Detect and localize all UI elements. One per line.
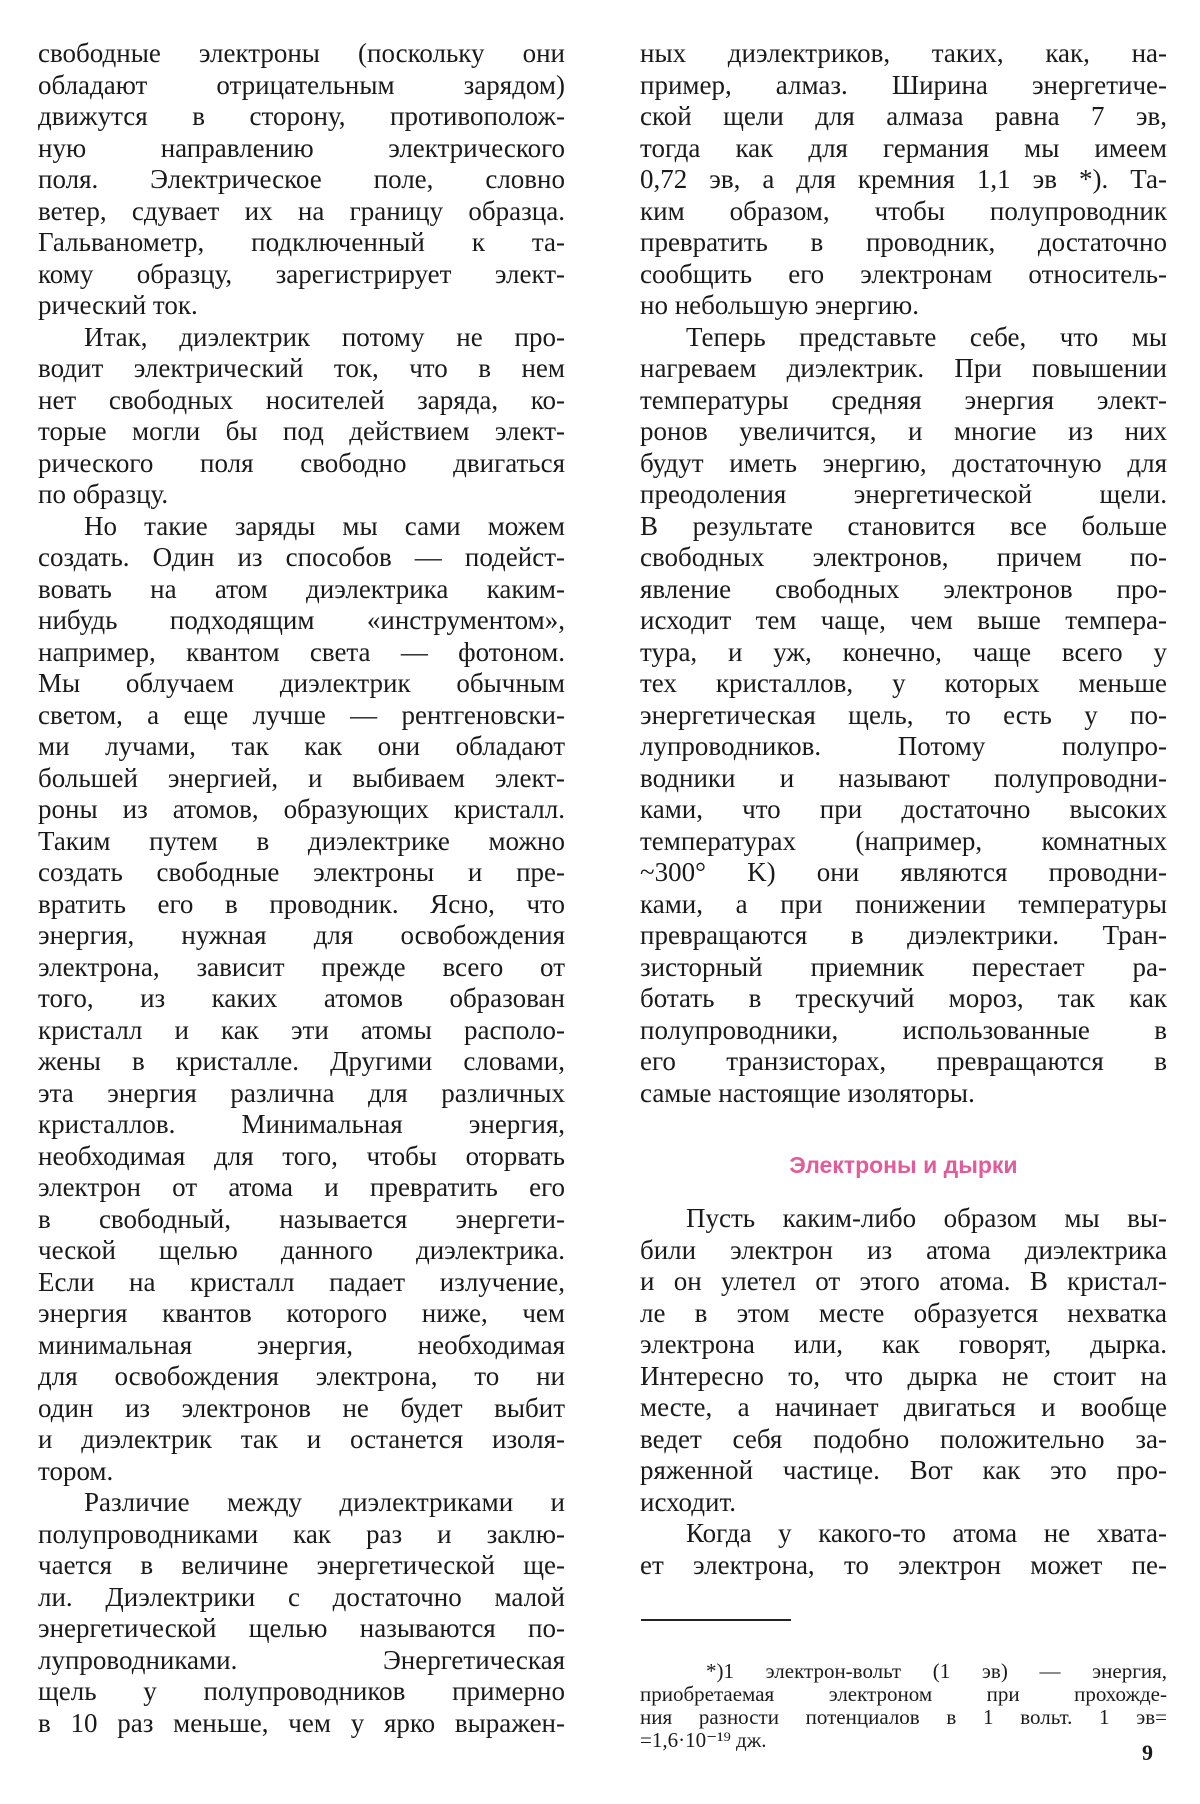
text-line: по образцу. (38, 479, 169, 509)
text-line: полупроводниками как раз и заклю- (38, 1518, 565, 1549)
text-line: большей энергией, и выбиваем элект- (38, 762, 565, 793)
text-line: тором. (38, 1455, 114, 1486)
text-line: создать. Один из способов — подейст- (38, 542, 565, 572)
text-line: того, из каких атомов образован (38, 983, 565, 1013)
text-line: вратить его в проводник. Ясно, что (38, 888, 565, 919)
text-line: превратить в проводник, достаточно (640, 227, 1167, 257)
text-line: зисторный приемник перестает ра- (640, 951, 1167, 982)
text-line: преодоления энергетической щели. (640, 479, 1167, 509)
text-line: водит электрический ток, что в нем (38, 353, 565, 383)
text-line: ской щели для алмаза равна 7 эв, (640, 101, 1167, 131)
text-line: для освобождения электрона, то ни (38, 1361, 565, 1391)
footnote (640, 1660, 1167, 1752)
text-line: рического поля свободно двигаться (38, 447, 565, 478)
text-line: энергия, нужная для освобождения (38, 920, 565, 950)
text-line: свободных электронов, причем по- (640, 542, 1167, 572)
text-line: ли. Диэлектрики с достаточно малой (38, 1581, 565, 1612)
text-line: лупроводниками. Энергетическая (38, 1644, 565, 1675)
text-line: ронов увеличится, и многие из них (640, 416, 1167, 446)
text-line: эта энергия различна для различных (38, 1077, 565, 1108)
text-line: ветер, сдувает их на границу образца. (38, 195, 565, 226)
text-line: температуры средняя энергия элект- (640, 384, 1167, 415)
text-line: в свободный, называется энергети- (38, 1203, 565, 1234)
footnote-line: =1,6·10⁻¹⁹ дж. (640, 1728, 767, 1752)
text-line: электрона или, как говорят, дырка. (640, 1329, 1167, 1359)
paragraph (38, 511, 565, 1488)
text-line: Пусть каким-либо образом мы вы- (686, 1203, 1167, 1233)
text-line: создать свободные электроны и пре- (38, 857, 565, 887)
text-line: лупроводников. Потому полупро- (640, 731, 1167, 761)
text-line: ботать в трескучий мороз, так как (640, 983, 1167, 1013)
text-line: тура, и уж, конечно, чаще всего у (640, 636, 1167, 667)
paragraph (640, 1518, 1167, 1581)
text-line: месте, а начинает двигаться и вообще (640, 1392, 1167, 1422)
text-line: электрон от атома и превратить его (38, 1172, 565, 1202)
text-line: исходит. (640, 1486, 736, 1517)
text-line: один из электронов не будет выбит (38, 1392, 565, 1423)
text-line: обладают отрицательным зарядом) (38, 69, 565, 100)
text-line: необходимая для того, чтобы оторвать (38, 1140, 565, 1171)
paragraph (38, 322, 565, 511)
text-line: ных диэлектриков, таких, как, на- (640, 38, 1167, 68)
text-line: ле в этом месте образуется нехватка (640, 1297, 1167, 1328)
text-line: например, квантом света — фотоном. (38, 636, 565, 667)
paragraph (640, 38, 1167, 322)
text-line: кому образцу, зарегистрирует элект- (38, 258, 565, 289)
text-line: нагреваем диэлектрик. При повышении (640, 353, 1167, 383)
section-body (640, 1203, 1167, 1581)
text-line: Но такие заряды мы сами можем (84, 510, 565, 541)
footnote-line: *)1 электрон-вольт (1 эв) — энергия, (706, 1659, 1167, 1683)
text-line: торые могли бы под действием элект- (38, 416, 565, 446)
text-line: роны из атомов, образующих кристалл. (38, 794, 565, 824)
text-line: ет электрона, то электрон может пе- (640, 1549, 1167, 1580)
text-line: ческой щелью данного диэлектрика. (38, 1235, 565, 1265)
text-line: энергетической щелью называются по- (38, 1613, 565, 1643)
text-line: Интересно то, что дырка не стоит на (640, 1360, 1167, 1391)
paragraph (640, 1203, 1167, 1518)
text-line: тех кристаллов, у которых меньше (640, 668, 1167, 698)
text-line: 0,72 эв, а для кремния 1,1 эв *). Та- (640, 164, 1167, 194)
text-line: свободные электроны (поскольку они (38, 38, 565, 68)
text-line: движутся в сторону, противополож- (38, 101, 565, 131)
text-line: били электрон из атома диэлектрика (640, 1234, 1167, 1265)
text-line: нет свободных носителей заряда, ко- (38, 384, 565, 415)
text-line: энергетическая щель, то есть у по- (640, 699, 1167, 730)
right-column (640, 38, 1167, 1109)
text-line: Гальванометр, подключенный к та- (38, 227, 565, 257)
text-line: кристалл и как эти атомы располо- (38, 1014, 565, 1045)
text-line: ведет себя подобно положительно за- (640, 1423, 1167, 1454)
text-line: температурах (например, комнатных (640, 825, 1167, 856)
text-line: Когда у какого-то атома не хвата- (686, 1518, 1167, 1548)
text-line: ную направлению электрического (38, 132, 565, 163)
paragraph (38, 1487, 565, 1739)
page-number: 9 (1142, 1740, 1153, 1765)
text-line: превращаются в диэлектрики. Тран- (640, 920, 1167, 950)
text-line: ми лучами, так как они обладают (38, 731, 565, 761)
text-line: Теперь представьте себе, что мы (686, 321, 1167, 352)
text-line: ~300° K) они являются проводни- (640, 857, 1167, 887)
text-line: полупроводники, использованные в (640, 1014, 1167, 1045)
text-line: и диэлектрик так и останется изоля- (38, 1424, 565, 1454)
text-line: ким образом, чтобы полупроводник (640, 195, 1167, 226)
text-line: В результате становится все больше (640, 510, 1167, 541)
text-line: будут иметь энергию, достаточную для (640, 447, 1167, 478)
text-line: светом, а еще лучше — рентгеновски- (38, 699, 565, 730)
text-line: электрона, зависит прежде всего от (38, 951, 565, 982)
left-column (38, 38, 565, 1739)
text-line: исходит тем чаще, чем выше темпера- (640, 605, 1167, 635)
paragraph (640, 322, 1167, 1110)
text-line: рический ток. (38, 290, 198, 320)
section-heading: Электроны и дырки (789, 1152, 1018, 1178)
footnote-divider (641, 1619, 791, 1621)
text-line: энергия квантов которого ниже, чем (38, 1298, 565, 1328)
text-line: Различие между диэлектриками и (84, 1487, 565, 1517)
text-line: самые настоящие изоляторы. (640, 1077, 975, 1108)
text-line: жены в кристалле. Другими словами, (38, 1046, 565, 1076)
text-line: водники и называют полупроводни- (640, 762, 1167, 793)
text-line: Если на кристалл падает излучение, (38, 1266, 565, 1297)
text-line: ками, что при достаточно высоких (640, 794, 1167, 824)
text-line: вовать на атом диэлектрика каким- (38, 573, 565, 604)
text-line: пример, алмаз. Ширина энергетиче- (640, 69, 1167, 100)
text-line: и он улетел от этого атома. В кристал- (640, 1266, 1167, 1296)
text-line: нибудь подходящим «инструментом», (38, 605, 565, 635)
text-line: явление свободных электронов про- (640, 573, 1167, 604)
text-line: ками, а при понижении температуры (640, 888, 1167, 919)
text-line: но небольшую энергию. (640, 290, 919, 320)
text-line: сообщить его электронам относитель- (640, 258, 1167, 289)
text-line: чается в величине энергетической ще- (38, 1550, 565, 1580)
footnote-line: ния разности потенциалов в 1 вольт. 1 эв= (640, 1705, 1167, 1729)
text-line: тогда как для германия мы имеем (640, 132, 1167, 163)
text-line: Мы облучаем диэлектрик обычным (38, 668, 565, 698)
text-line: щель у полупроводников примерно (38, 1676, 565, 1706)
text-line: ряженной частице. Вот как это про- (640, 1455, 1167, 1485)
paragraph (38, 38, 565, 322)
footnote-line: приобретаемая электроном при прохожде- (640, 1682, 1167, 1706)
text-line: в 10 раз меньше, чем у ярко выражен- (38, 1707, 565, 1738)
text-line: Итак, диэлектрик потому не про- (84, 321, 565, 352)
text-line: поля. Электрическое поле, словно (38, 164, 565, 194)
text-line: Таким путем в диэлектрике можно (38, 825, 565, 856)
text-line: минимальная энергия, необходимая (38, 1329, 565, 1360)
text-line: кристаллов. Минимальная энергия, (38, 1109, 565, 1139)
text-line: его транзисторах, превращаются в (640, 1046, 1167, 1076)
